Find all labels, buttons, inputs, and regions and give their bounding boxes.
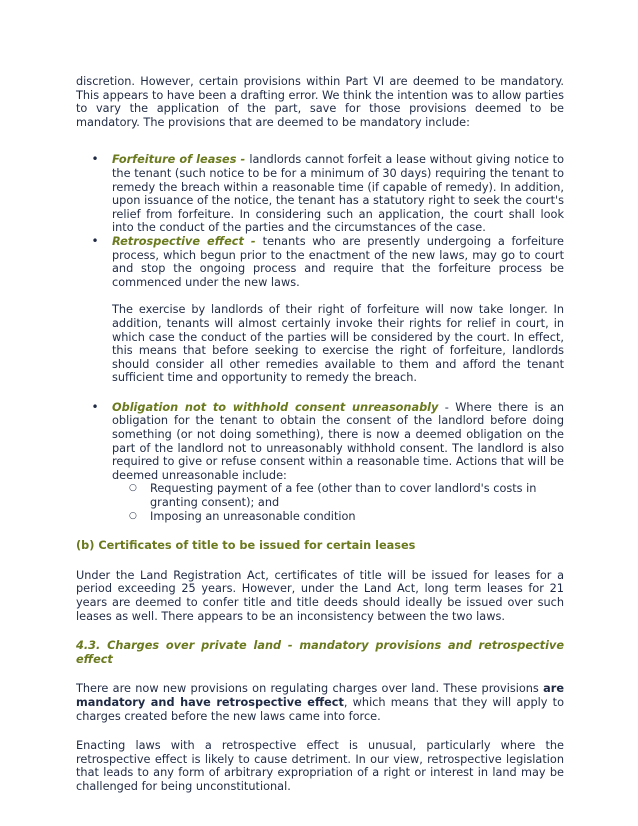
- list-item-forfeiture: [76, 153, 564, 235]
- bullet-icon: •: [91, 233, 99, 248]
- item-text: landlords cannot forfeit a lease without giving notice to the tenant (such notice to be for a minimum of 30 days) requiring the tenant to remedy the breach within a reasonable time (if capable of remedy). In addition, upon issuance of the notice, the tenant has a statutory right to seek the court's relief from forfeiture. In considering such an application, the court shall look into the conduct of the parties and the circumstances of the case.: [112, 153, 564, 235]
- consent-list: [76, 401, 564, 523]
- unreasonable-actions-list: [112, 482, 564, 523]
- p1-text-end: , which means that they will apply to charges created before the new laws came into force.: [76, 695, 564, 723]
- list-item-consent: [76, 401, 564, 523]
- p1-emphasis: are mandatory and have retrospective effect: [76, 682, 564, 709]
- bullet-icon: •: [91, 399, 99, 414]
- bullet-icon: •: [91, 152, 99, 167]
- term-forfeiture: Forfeiture of leases: [112, 153, 237, 167]
- mandatory-provisions-list: [76, 153, 564, 289]
- term-separator: -: [236, 153, 250, 167]
- section-b-paragraph: Under the Land Registration Act, certificates of title will be issued for leases for a period exceeding 25 years. However, under the Land Act, long term leases for 21 years are deemed to confer title and title deeds should ideally be issued over such leases as well. There appears to be an inconsistency between the two laws.: [76, 568, 564, 623]
- section-43-heading: 4.3. Charges over private land - mandatory provisions and retrospective effect: [76, 639, 564, 666]
- term-separator: -: [438, 400, 456, 414]
- circle-bullet-icon: ○: [129, 510, 137, 521]
- list-item-retrospective: [76, 235, 564, 289]
- sub-list-item: [112, 482, 564, 509]
- page-content: [76, 75, 564, 794]
- term-consent: Obligation not to withhold consent unreasonably: [112, 400, 439, 414]
- intro-paragraph: discretion. However, certain provisions within Part VI are deemed to be mandatory. This appears to have been a drafting error. We think the intention was to allow parties to vary the application of the part, save for those provisions deemed to be mandatory. The provisions that are deemed to be mandatory include:: [76, 75, 564, 129]
- sub-item-text: Imposing an unreasonable condition: [150, 509, 356, 523]
- item-text: Where there is an obligation for the tenant to obtain the consent of the landlord before doing something (or not doing something), there is now a deemed obligation on the part of the landlord not to unreasonably withhold consent. The landlord is also required to give or refuse consent within a reasonable time. Actions that will be deemed unreasonable include:: [112, 400, 564, 482]
- section-43-paragraph-1: [76, 682, 564, 723]
- term-separator: -: [243, 234, 263, 248]
- section-b-heading: (b) Certificates of title to be issued for certain leases: [76, 539, 416, 553]
- circle-bullet-icon: ○: [129, 483, 137, 494]
- p1-text-start: There are now new provisions on regulating charges over land. These provisions: [76, 682, 544, 696]
- sub-item-text: Requesting payment of a fee (other than to cover landlord's costs in granting consent); and: [150, 482, 537, 510]
- sub-list-item: [112, 510, 564, 524]
- term-retrospective: Retrospective effect: [112, 234, 244, 248]
- forfeiture-note: The exercise by landlords of their right of forfeiture will now take longer. In addition, tenants will almost certainly invoke their rights for relief in court, in which case the conduct of the parties will be considered by the court. In effect, this means that before seeking to exercise the right of forfeiture, landlords should consider all other remedies available to them and afford the tenant sufficient time and opportunity to remedy the breach.: [112, 303, 564, 385]
- item-text: tenants who are presently undergoing a forfeiture process, which begun prior to the enactment of the new laws, may go to court and stop the ongoing process and require that the forfeiture process be commenced under the new laws.: [112, 234, 564, 289]
- section-43-paragraph-2: Enacting laws with a retrospective effect is unusual, particularly where the retrospective effect is likely to cause detriment. In our view, retrospective legislation that leads to any form of arbitrary expropriation of a right or interest in land may be challenged for being unconstitutional.: [76, 739, 564, 793]
